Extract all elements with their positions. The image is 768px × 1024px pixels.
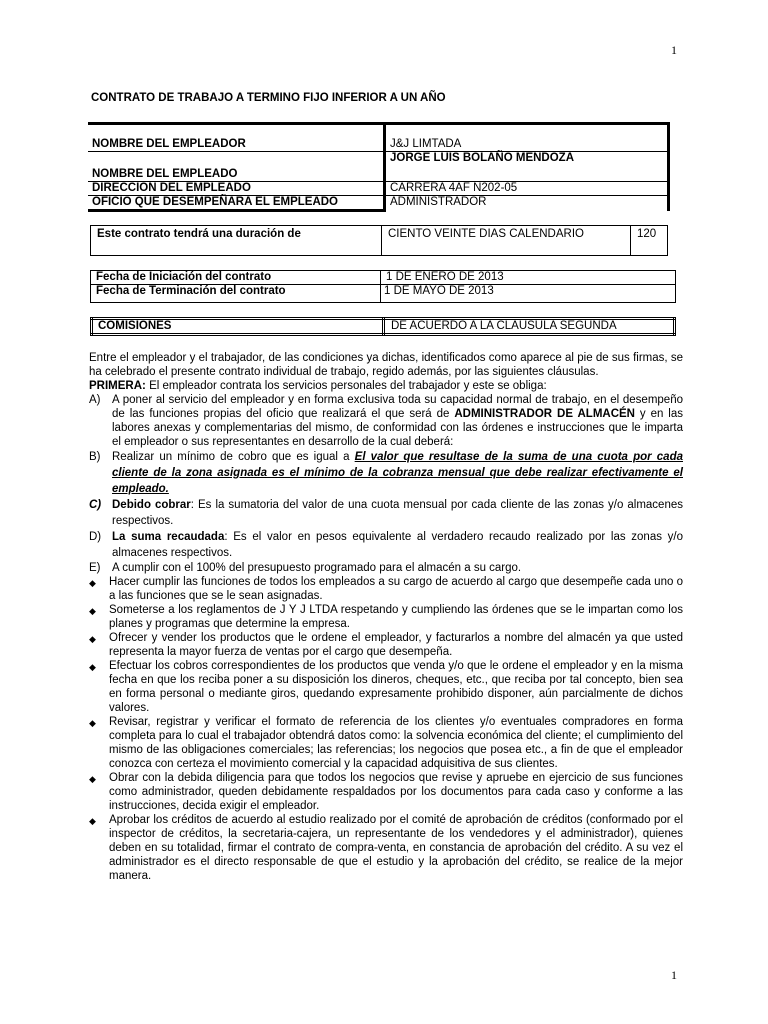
- list-item-text: Revisar, registrar y verificar el formato de referencia de los clientes y/o eventuales compradores en forma completa para lo cual el trabajador obtendrá datos como: la solvencia económica del cliente; el cumplimiento del mismo de las obligaciones comerciales; las referencias; los negocios que posea etc., a fin de que el empleador conozca con certeza el movimiento comercial y la capacidad adquisitiva de sus clientes.: [109, 716, 683, 770]
- start-date-label: Fecha de Iniciación del contrato: [91, 271, 381, 285]
- item-c: [89, 497, 683, 529]
- duration-days: 120: [631, 226, 668, 256]
- diamond-bullet-icon: ◆: [89, 718, 96, 728]
- list-item-text: Someterse a los reglamentos de J Y J LTDA respetando y cumpliendo las órdenes que se le impartan como los planes y programas que determine la empresa.: [109, 604, 683, 630]
- diamond-bullet-icon: ◆: [89, 816, 96, 826]
- bullet-list: [89, 575, 683, 883]
- employee-job-value: ADMINISTRADOR: [385, 196, 669, 211]
- item-e-text: A cumplir con el 100% del presupuesto programado para el almacén a su cargo.: [112, 562, 522, 574]
- diamond-bullet-icon: ◆: [89, 774, 96, 784]
- list-item: [89, 631, 683, 659]
- item-b-emph: El valor que resultase de la suma de una cuota por cada cliente de la zona asignada es el mínimo de la cobranza mensual que debe realizar efectivamente el empleado.: [112, 451, 683, 495]
- dates-table: [90, 270, 676, 303]
- start-date-value: 1 DE ENERO DE 2013: [381, 271, 676, 285]
- clause-primera-text: El empleador contrata los servicios personales del trabajador y este se obliga:: [145, 380, 547, 392]
- page-number-bottom: 1: [671, 968, 677, 982]
- list-item: [89, 575, 683, 603]
- item-d-marker: D): [89, 531, 102, 543]
- item-b: [89, 449, 683, 497]
- employee-job-label: OFICIO QUE DESEMPEÑARA EL EMPLEADO: [88, 196, 385, 211]
- item-a-bold: ADMINISTRADOR DE ALMACÉN: [454, 408, 635, 420]
- item-d-text: : Es el valor en pesos equivalente al verdadero recaudo realizado por las zonas y/o almacenes respectivos.: [112, 531, 683, 559]
- list-item-text: Ofrecer y vender los productos que le ordene el empleador, y facturarlos a nombre del almacén ya que usted representa la mayor fuerza de ventas por el cargo que desempeña.: [109, 632, 683, 658]
- item-b-text1: Realizar un mínimo de cobro que es igual a: [112, 451, 355, 463]
- end-date-value: 1 DE MAYO DE 2013: [381, 285, 676, 303]
- end-date-label: Fecha de Terminación del contrato: [91, 285, 381, 303]
- diamond-bullet-icon: ◆: [89, 662, 96, 672]
- diamond-bullet-icon: ◆: [89, 578, 96, 588]
- commissions-value: DE ACUERDO A LA CLAUSULA SEGUNDA: [384, 319, 675, 335]
- employer-name-value: J&J LIMTADA: [385, 124, 669, 152]
- diamond-bullet-icon: ◆: [89, 634, 96, 644]
- list-item: [89, 715, 683, 771]
- contract-body: [89, 351, 683, 883]
- list-item-text: Hacer cumplir las funciones de todos los empleados a su cargo de acuerdo al cargo que desempeñe cada uno o a las funciones que se le sean asignadas.: [109, 576, 683, 602]
- employee-address-label: DIRECCION DEL EMPLEADO: [88, 182, 385, 196]
- list-item-text: Efectuar los cobros correspondientes de los productos que venda y/o que le ordene el empleador y en la misma fecha en que los reciba poner a su disposición los dineros, cheques, etc., que reciba por tal concepto, bien sea en forma personal o mediante giros, quedando expresamente prohibido disponer, aún parcialmente de dichos valores.: [109, 660, 683, 714]
- duration-table: [90, 225, 668, 256]
- clause-primera-label: PRIMERA:: [89, 380, 146, 392]
- employee-name-label: NOMBRE DEL EMPLEADO: [88, 152, 385, 182]
- employee-name-value: JORGE LUIS BOLAÑO MENDOZA: [385, 152, 669, 182]
- list-item-text: Aprobar los créditos de acuerdo al estudio realizado por el comité de aprobación de créditos (conformado por el inspector de créditos, la secretaria-cajera, un representante de los vendedores y el administrador), quienes deben en su totalidad, firmar el contrato de compra-venta, en constancia de aprobación del crédito. A su vez el administrador es el directo responsable de que el estudio y la aprobación del crédito, se realice de la mejor manera.: [109, 814, 683, 882]
- page-number-top: 1: [671, 43, 677, 57]
- item-e: [89, 561, 683, 575]
- employee-address-value: CARRERA 4AF N202-05: [385, 182, 669, 196]
- item-c-marker: C): [89, 499, 102, 511]
- list-item: [89, 603, 683, 631]
- item-d: [89, 529, 683, 561]
- item-a: [89, 393, 683, 449]
- commissions-label: COMISIONES: [92, 319, 384, 335]
- list-item: [89, 771, 683, 813]
- clause-primera: [89, 379, 683, 393]
- item-c-text: : Es la sumatoria del valor de una cuota mensual por cada cliente de las zonas y/o almacenes respectivos.: [112, 499, 683, 527]
- intro-paragraph: Entre el empleador y el trabajador, de las condiciones ya dichas, identificados como aparece al pie de sus firmas, se ha celebrado el presente contrato individual de trabajo, regido además, por las siguientes cláusulas.: [89, 352, 683, 378]
- duration-label: Este contrato tendrá una duración de: [91, 226, 382, 256]
- item-c-bold: Debido cobrar: [112, 499, 191, 511]
- item-a-marker: A): [89, 394, 101, 406]
- employer-name-label: NOMBRE DEL EMPLEADOR: [88, 124, 385, 152]
- item-e-marker: E): [89, 562, 101, 574]
- employer-table: [88, 122, 670, 212]
- duration-value: CIENTO VEINTE DIAS CALENDARIO: [382, 226, 631, 256]
- item-a-text1: A poner al servicio del empleador y en forma exclusiva toda su capacidad normal de trabajo, en el desempeño de las funciones propias del oficio que realizará el que será de: [112, 394, 683, 420]
- diamond-bullet-icon: ◆: [89, 606, 96, 616]
- item-a-text2: y en las labores anexas y complementarias del mismo, de conformidad con las órdenes e instrucciones que le imparta el empleador o sus representantes en desarrollo de la cual deberá:: [112, 408, 684, 448]
- list-item-text: Obrar con la debida diligencia para que todos los negocios que revise y apruebe en ejercicio de sus funciones como administrador, queden debidamente respaldados por los documentos para cada caso y conforme a las instrucciones, decida exigir el empleador.: [109, 772, 683, 812]
- commissions-table: [90, 317, 676, 336]
- item-b-marker: B): [89, 451, 101, 463]
- list-item: [89, 813, 683, 883]
- document-title: CONTRATO DE TRABAJO A TERMINO FIJO INFERIOR A UN AÑO: [91, 92, 446, 104]
- list-item: [89, 659, 683, 715]
- item-d-bold: La suma recaudada: [112, 531, 225, 543]
